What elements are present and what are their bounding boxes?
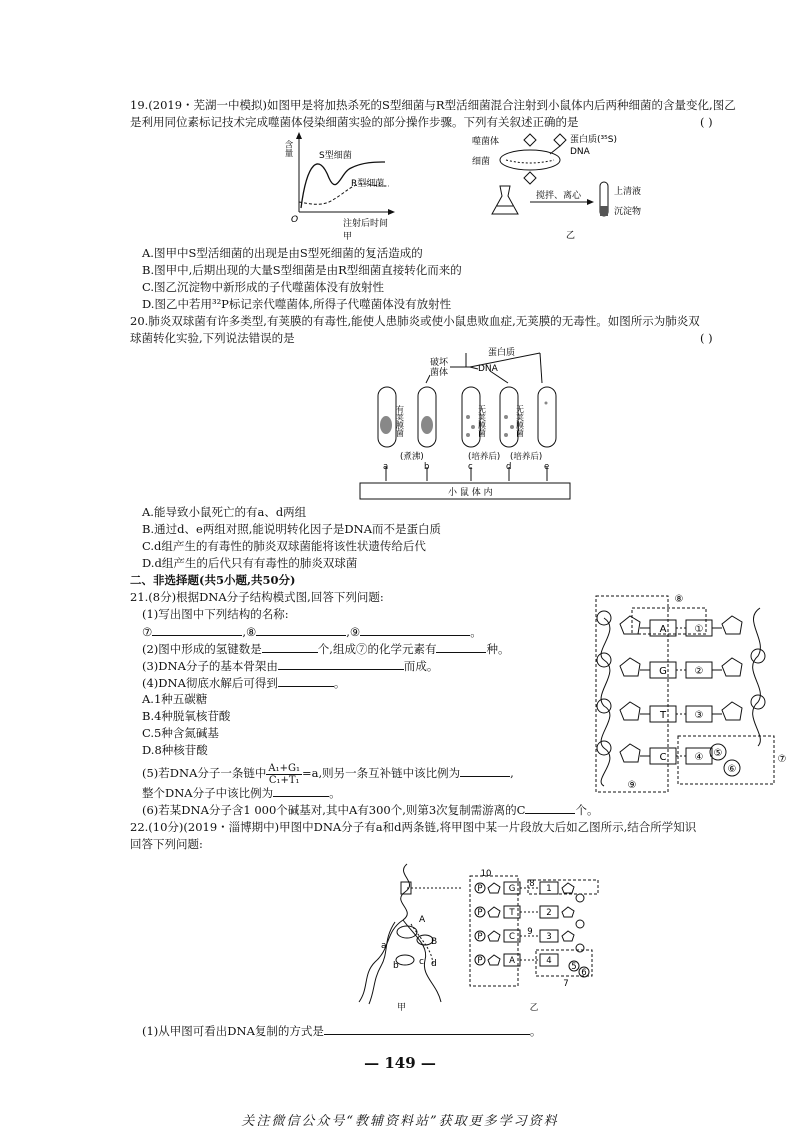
q19-jia-r-label: R型细菌 [351,179,385,189]
q20-mouse-label: 小 鼠 体 内 [448,488,493,498]
q21-sub5: (5)若DNA分子一条链中 $\frac{\text{A₁+G₁}}{\text{C₁+T₁}}$ =a,则另一条互补链中该比例为 , [142,762,514,786]
q21-name-7: ⑦ [142,625,153,639]
q19-yi-caption: 乙 [566,231,576,241]
q22-line2: 回答下列问题: [130,837,203,851]
q21-pair-3: ③ [694,710,704,721]
q19-jia-s-label: S型细菌 [319,151,352,161]
q21-base-a: A [659,624,667,635]
q20-letter-c: c [468,462,473,472]
q20-boiled: (煮沸) [400,452,424,462]
q22-yi-base-g: G [508,884,516,894]
q21-label-8: ⑧ [674,594,684,605]
q20-tube-b-label: 有荚膜菌 [395,405,405,437]
q21-name-8: ,⑧ [242,625,257,639]
q22-yi-num-1: 1 [546,884,552,894]
q20-option-d: D.d组产生的后代只有有毒性的肺炎双球菌 [142,556,358,570]
page-number: — 149 — [364,1054,436,1072]
q22-yi-label-8: 8 [529,879,535,889]
q22-yi-label-6: 6 [581,968,587,978]
q21-sub4-option-b: B.4种脱氧核苷酸 [142,709,231,723]
q21-pair-1: ① [694,624,704,635]
q22-jia-label-B: B [431,937,438,947]
q22-yi-num-2: 2 [546,908,552,918]
q20-option-b: B.通过d、e两组对照,能说明转化因子是DNA而不是蛋白质 [142,522,442,536]
q19-jia-xlabel: 注射后时间 [343,219,389,229]
q21-label-6: ⑥ [727,764,737,775]
q21-sub1: (1)写出图中下列结构的名称: [142,607,289,621]
q21-sub2: (2)图中形成的氢键数是 个,组成⑦的化学元素有 种。 [142,642,510,656]
q19-option-d: D.图乙中若用³²P标记亲代噬菌体,所得子代噬菌体没有放射性 [142,297,452,311]
q22-yi-num-3: 3 [546,932,552,942]
q22-yi-label-9: 9 [527,927,533,937]
q22-jia-label-a: a [381,941,387,951]
q22-jia-label-c: c [419,957,424,967]
q22-yi-p1: P [477,884,483,894]
q22-yi-label-5: 5 [571,962,577,972]
q20-tube-d-label: 无荚膜菌 [477,405,487,437]
q20-line2: 球菌转化实验,下列说法错误的是 [130,331,295,345]
q19-jia-origin: O [291,215,299,225]
q19-yi-sediment: 沉淀物 [614,207,642,217]
q21-base-g: G [659,666,667,677]
q21-sub3: (3)DNA分子的基本骨架由 而成。 [142,659,439,673]
q22-yi-base-a: A [509,956,515,966]
q19-yi-step: 搅拌、离心 [536,191,582,201]
section-2-heading: 二、非选择题(共5小题,共50分) [130,573,296,587]
q22-yi-caption: 乙 [529,1003,539,1013]
q19-answer-bracket: ( ) [700,115,713,129]
q21-sub4-option-c: C.5种含氮碱基 [142,726,219,740]
q21-base-t: T [659,710,667,721]
q21-line1: 21.(8分)根据DNA分子结构模式图,回答下列问题: [130,590,384,604]
q19-yi-protein: 蛋白质(³⁵S) [570,135,617,145]
q21-sub6: (6)若某DNA分子含1 000个碱基对,其中A有300个,则第3次复制需游离的C 个。 [142,803,599,817]
q20-broken-label: 破坏 [430,358,449,368]
q21-names-line: ⑦ ,⑧ ,⑨ 。 [142,625,482,639]
q22-yi-num-4: 4 [546,956,552,966]
q20-option-a: A.能导致小鼠死亡的有a、d两组 [142,505,307,519]
q20-dna-label: DNA [478,364,498,374]
q21-dna-diagram [582,590,792,795]
q21-sub4-option-d: D.8种核苷酸 [142,743,208,757]
q19-jia-ylabel: 含量 [283,140,293,157]
q19-jia-caption: 甲 [343,232,353,242]
q22-yi-p3: P [477,932,483,942]
q22-jia-label-b: b [393,961,399,971]
q19-yi-phage: 噬菌体 [472,137,500,147]
q19-option-a: A.图甲中S型活细菌的出现是由S型死细菌的复活造成的 [142,246,423,260]
q22-yi-p4: P [477,956,483,966]
q22-yi-base-c: C [509,932,515,942]
q21-sub4-option-a: A.1种五碳糖 [142,692,208,706]
q19-figure-yi [470,132,670,242]
q21-label-9: ⑨ [627,780,637,791]
q22-line1: 22.(10分)(2019・淄博期中)甲图中DNA分子有a和d两条链,将甲图中某一片段放大后如乙图所示,结合所学知识 [130,820,697,834]
q21-sub5-line2: 整个DNA分子中该比例为 。 [142,786,341,800]
q22-yi-label-7: 7 [563,979,569,989]
q20-figure [370,343,570,503]
q22-sub1: (1)从甲图可看出DNA复制的方式是 。 [142,1024,542,1038]
svg-text:菌体: 菌体 [430,368,449,378]
q19-figure-jia [285,132,395,242]
q22-jia-caption: 甲 [397,1003,407,1013]
q19-yi-dna: DNA [570,147,590,157]
q21-base-c: C [659,752,667,763]
q19-yi-supernatant: 上清液 [614,187,642,197]
q21-label-5: ⑤ [713,748,723,759]
q19-option-c: C.图乙沉淀物中新形成的子代噬菌体没有放射性 [142,280,385,294]
q21-name-9: ,⑨ [346,625,361,639]
q22-yi-base-t: T [509,908,515,918]
q20-cultured-2: (培养后) [510,452,543,462]
q20-letter-b: b [424,462,430,472]
q20-answer-bracket: ( ) [700,331,713,345]
footer-note: 关注微信公众号“教辅资料站”获取更多学习资料 [241,1114,559,1129]
q22-yi-p2: P [477,908,483,918]
q19-line1: 19.(2019・芜湖一中模拟)如图甲是将加热杀死的S型细菌与R型活细菌混合注射到小鼠体内后两种细菌的含量变化,图乙 [130,98,736,112]
q20-tube-e-label: 无荚膜菌 [515,405,525,437]
q20-option-c: C.d组产生的有毒性的肺炎双球菌能将该性状遗传给后代 [142,539,426,553]
q22-figure-jia [345,862,455,1012]
q22-figure-yi [462,868,612,1014]
q22-yi-label-10: 10 [480,869,492,879]
q21-pair-4: ④ [694,752,704,763]
q20-protein-label: 蛋白质 [488,348,516,358]
q20-letter-a: a [383,462,389,472]
q20-line1: 20.肺炎双球菌有许多类型,有荚膜的有毒性,能使人患肺炎或使小鼠患败血症,无荚膜的无毒性。如图所示为肺炎双 [130,314,700,328]
q19-option-b: B.图甲中,后期出现的大量S型细菌是由R型细菌直接转化而来的 [142,263,462,277]
q21-label-7: ⑦ [777,754,787,765]
q20-letter-d: d [506,462,512,472]
q21-pair-2: ② [694,666,704,677]
q22-jia-label-A: A [419,915,426,925]
q22-jia-label-d: d [431,959,437,969]
q20-cultured-1: (培养后) [468,452,501,462]
q21-sub4: (4)DNA彻底水解后可得到 。 [142,676,346,690]
q19-yi-bacteria: 细菌 [472,157,491,167]
q19-line2: 是利用同位素标记技术完成噬菌体侵染细菌实验的部分操作步骤。下列有关叙述正确的是 [130,115,579,129]
q20-letter-e: e [544,462,550,472]
